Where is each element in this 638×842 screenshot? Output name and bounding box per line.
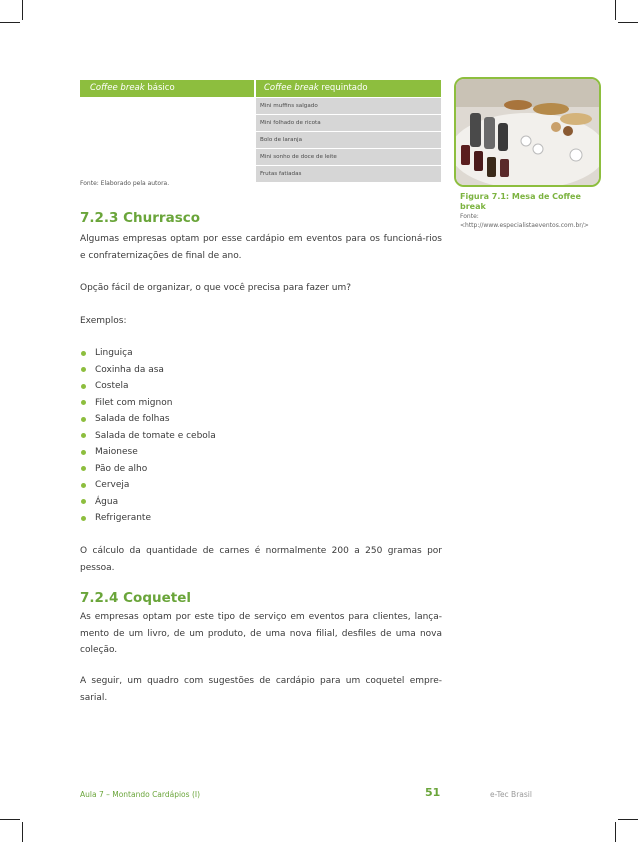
churrasco-question: Opção fácil de organizar, o que você precisa para fazer um? [80,283,352,293]
coquetel-paragraph-1: As empresas optam por este tipo de serviço em eventos para clientes, lança-mento de um livro, de um produto, de uma nova filial, desfiles de uma nova coleção. [80,612,442,655]
table-cell: Bolo de laranja [256,132,441,148]
bullet-icon [81,516,86,521]
page-number: 51 [425,786,441,799]
table-cell: Mini sonho de doce de leite [256,149,441,165]
table-cell: Mini muffins salgado [256,98,441,114]
bullet-icon [81,450,86,455]
list-item: Salada de folhas [80,411,216,428]
table-header-premium: Coffee break requintado [256,80,441,97]
table-row [80,115,441,131]
section-title-coquetel: 7.2.4 Coquetel [80,590,191,606]
coffee-table-photo-illustration [456,79,599,185]
bullet-icon [81,400,86,405]
footer-chapter: Aula 7 – Montando Cardápios (I) [80,790,201,799]
crop-mark [22,0,23,20]
table-source: Fonte: Elaborado pela autora. [80,180,170,187]
table-cell: Frutas fatiadas [256,166,441,182]
bullet-icon [81,367,86,372]
bullet-icon [81,417,86,422]
list-item: Refrigerante [80,510,216,527]
coquetel-paragraph-2: A seguir, um quadro com sugestões de cardápio para um coquetel empre-sarial. [80,676,442,703]
examples-label: Exemplos: [80,316,127,326]
table-cell: Mini folhado de ricota [256,115,441,131]
coffee-break-table [80,80,441,182]
list-item: Pão de alho [80,461,216,478]
bullet-icon [81,499,86,504]
crop-mark [0,22,20,23]
coffee-break-photo [454,77,601,187]
list-item: Coxinha da asa [80,362,216,379]
list-item: Salada de tomate e cebola [80,428,216,445]
bullet-icon [81,351,86,356]
bullet-icon [81,384,86,389]
list-item: Linguiça [80,345,216,362]
list-item: Filet com mignon [80,395,216,412]
churrasco-items-list [80,345,216,527]
list-item: Maionese [80,444,216,461]
churrasco-calculation: O cálculo da quantidade de carnes é normalmente 200 a 250 gramas por pessoa. [80,546,442,573]
footer-brand: e-Tec Brasil [490,790,532,799]
crop-mark [615,822,616,842]
bullet-icon [81,466,86,471]
crop-mark [615,0,616,20]
list-item: Costela [80,378,216,395]
figure-caption: Figura 7.1: Mesa de Coffee break [460,192,581,211]
bullet-icon [81,433,86,438]
list-item: Cerveja [80,477,216,494]
table-row [80,132,441,148]
table-row [80,98,441,114]
table-row [80,149,441,165]
churrasco-intro: Algumas empresas optam por esse cardápio em eventos para os funcioná-rios e confraternizações de final de ano. [80,234,442,261]
list-item: Água [80,494,216,511]
crop-mark [618,819,638,820]
crop-mark [22,822,23,842]
crop-mark [618,22,638,23]
bullet-icon [81,483,86,488]
figure-source: Fonte: <http://www.especialistaeventos.com.br/> [460,213,589,229]
table-header-basic: Coffee break básico [80,80,254,97]
table-header [80,80,441,97]
crop-mark [0,819,20,820]
section-title-churrasco: 7.2.3 Churrasco [80,210,201,226]
